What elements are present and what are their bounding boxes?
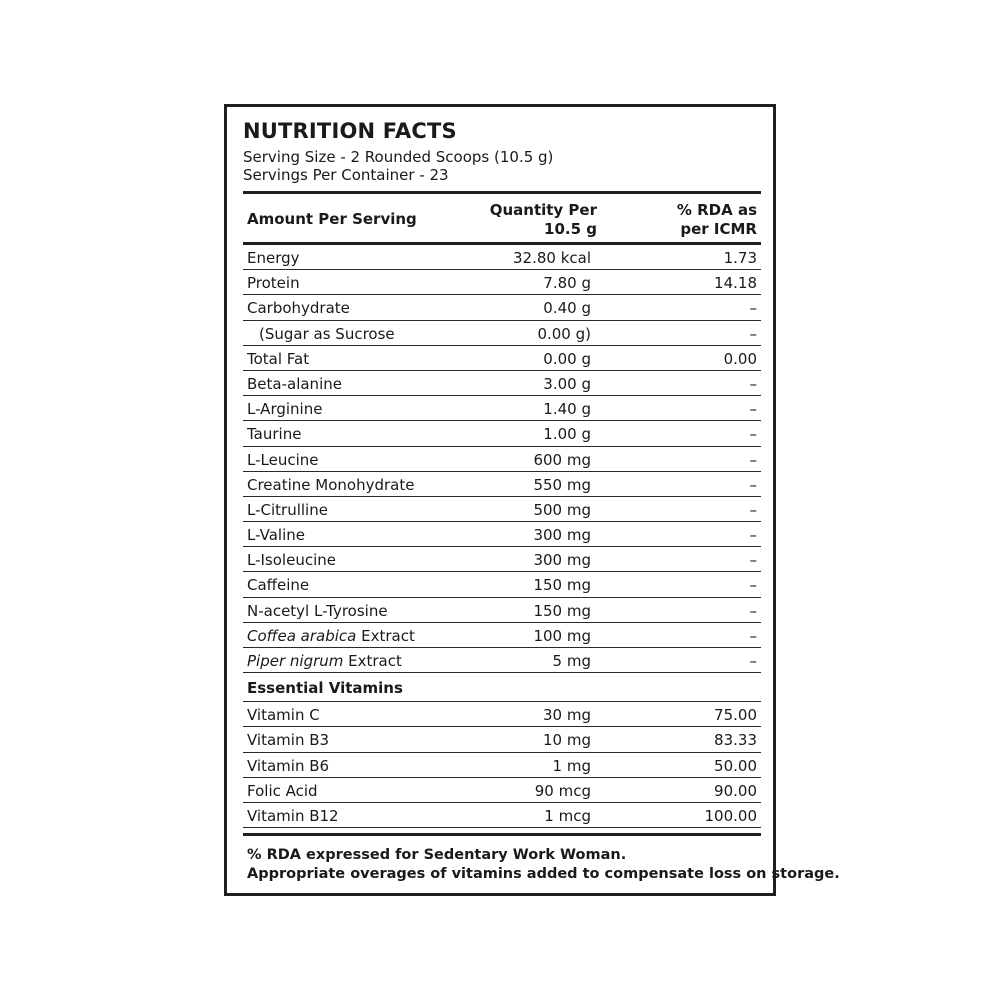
nutrient-name-rest: Extract bbox=[343, 652, 402, 670]
nutrient-name: Caffeine bbox=[247, 576, 310, 595]
nutrient-rda: 100.00 bbox=[704, 806, 757, 825]
header-rda-line2: per ICMR bbox=[680, 220, 757, 238]
nutrient-rda: – bbox=[749, 475, 757, 494]
nutrient-rda: 75.00 bbox=[714, 706, 757, 725]
header-rda bbox=[677, 201, 757, 239]
nutrient-name: Total Fat bbox=[247, 349, 310, 368]
vitamins-section-heading bbox=[243, 673, 761, 702]
table-row bbox=[243, 598, 761, 623]
nutrient-name: L-Arginine bbox=[247, 400, 323, 419]
table-row bbox=[243, 321, 761, 346]
table-row bbox=[243, 396, 761, 421]
nutrient-rda: – bbox=[749, 626, 757, 645]
table-row bbox=[243, 421, 761, 446]
nutrient-quantity: 3.00 g bbox=[543, 374, 591, 393]
nutrient-quantity: 90 mcg bbox=[534, 781, 591, 800]
nutrient-rda: 83.33 bbox=[714, 731, 757, 750]
table-row bbox=[243, 346, 761, 371]
table-row bbox=[243, 295, 761, 320]
nutrient-rda: – bbox=[749, 400, 757, 419]
nutrient-name: Beta-alanine bbox=[247, 374, 342, 393]
nutrient-quantity: 500 mg bbox=[533, 500, 591, 519]
nutrient-name: Vitamin B6 bbox=[247, 756, 330, 775]
table-row bbox=[243, 371, 761, 396]
vitamin-rows bbox=[243, 702, 761, 828]
table-row bbox=[243, 623, 761, 648]
nutrient-rda: – bbox=[749, 500, 757, 519]
nutrient-name: (Sugar as Sucrose bbox=[259, 324, 395, 343]
nutrient-quantity: 10 mg bbox=[543, 731, 591, 750]
nutrient-name bbox=[247, 652, 402, 670]
table-row bbox=[243, 753, 761, 778]
table-row bbox=[243, 472, 761, 497]
nutrient-rda: 1.73 bbox=[723, 249, 757, 267]
vitamins-heading-text: Essential Vitamins bbox=[247, 679, 403, 698]
nutrient-rda: – bbox=[749, 551, 757, 570]
nutrient-quantity: 0.40 g bbox=[543, 299, 591, 318]
nutrient-quantity: 1 mcg bbox=[544, 806, 591, 825]
nutrient-quantity: 5 mg bbox=[552, 652, 591, 670]
footnote-overages: Appropriate overages of vitamins added to compensate loss on storage. bbox=[247, 866, 840, 882]
nutrient-quantity: 1.40 g bbox=[543, 400, 591, 419]
table-header bbox=[243, 194, 761, 242]
nutrient-quantity: 0.00 g bbox=[543, 349, 591, 368]
nutrient-name-rest: Extract bbox=[356, 626, 415, 645]
nutrient-name: L-Isoleucine bbox=[247, 551, 336, 570]
table-row bbox=[243, 648, 761, 673]
nutrition-facts-content bbox=[243, 107, 840, 893]
nutrient-quantity: 0.00 g) bbox=[537, 324, 591, 343]
nutrient-name: Energy bbox=[247, 249, 300, 267]
nutrient-name: L-Leucine bbox=[247, 450, 319, 469]
nutrient-name bbox=[247, 627, 415, 645]
table-row bbox=[243, 447, 761, 472]
nutrient-quantity: 1 mg bbox=[552, 756, 591, 775]
nutrient-name: L-Citrulline bbox=[247, 500, 328, 519]
nutrient-quantity: 30 mg bbox=[543, 706, 591, 725]
nutrient-name: Vitamin B12 bbox=[247, 806, 339, 825]
nutrient-rda: 0.00 bbox=[723, 349, 757, 368]
header-amount: Amount Per Serving bbox=[247, 210, 417, 228]
header-quantity bbox=[490, 201, 597, 239]
nutrient-name: Carbohydrate bbox=[247, 299, 350, 318]
nutrition-facts-panel bbox=[224, 104, 840, 896]
nutrient-rows bbox=[243, 245, 761, 673]
table-row bbox=[243, 572, 761, 597]
header-quantity-line1: Quantity Per bbox=[489, 201, 597, 219]
nutrient-quantity: 32.80 kcal bbox=[512, 249, 591, 267]
table-row bbox=[243, 702, 761, 727]
header-rda-line1: % RDA as bbox=[676, 201, 757, 219]
nutrient-name-italic: Coffea arabica bbox=[247, 626, 357, 645]
nutrient-name-italic: Piper nigrum bbox=[247, 652, 344, 670]
nutrient-name: N-acetyl L-Tyrosine bbox=[247, 601, 388, 620]
table-row bbox=[243, 497, 761, 522]
table-row bbox=[243, 245, 761, 270]
nutrient-rda: 50.00 bbox=[714, 756, 757, 775]
nutrient-name: Vitamin B3 bbox=[247, 731, 330, 750]
header-quantity-line2: 10.5 g bbox=[544, 220, 597, 238]
nutrient-rda: – bbox=[749, 526, 757, 545]
table-row bbox=[243, 778, 761, 803]
footer-rule bbox=[243, 833, 761, 836]
servings-per-container: Servings Per Container - 23 bbox=[243, 166, 449, 184]
nutrient-quantity: 100 mg bbox=[533, 626, 591, 645]
nutrient-quantity: 550 mg bbox=[533, 475, 591, 494]
nutrient-name: Protein bbox=[247, 274, 300, 293]
nutrient-name: Folic Acid bbox=[247, 781, 318, 800]
nutrient-rda: 14.18 bbox=[714, 274, 757, 293]
table-row bbox=[243, 803, 761, 828]
nutrient-rda: – bbox=[749, 299, 757, 318]
nutrient-rda: – bbox=[749, 601, 757, 620]
nutrient-quantity: 150 mg bbox=[533, 601, 591, 620]
table-row bbox=[243, 270, 761, 295]
nutrient-rda: – bbox=[749, 374, 757, 393]
nutrient-rda: – bbox=[749, 324, 757, 343]
nutrient-quantity: 7.80 g bbox=[543, 274, 591, 293]
serving-size: Serving Size - 2 Rounded Scoops (10.5 g) bbox=[243, 148, 554, 166]
table-row bbox=[243, 547, 761, 572]
nutrient-rda: – bbox=[749, 450, 757, 469]
nutrient-table bbox=[243, 245, 761, 828]
table-row bbox=[243, 522, 761, 547]
nutrient-rda: – bbox=[749, 576, 757, 595]
nutrient-rda: 90.00 bbox=[714, 781, 757, 800]
nutrient-quantity: 300 mg bbox=[533, 526, 591, 545]
label-title: NUTRITION FACTS bbox=[243, 119, 457, 143]
nutrient-name: Vitamin C bbox=[247, 706, 320, 725]
nutrient-quantity: 150 mg bbox=[533, 576, 591, 595]
nutrient-quantity: 600 mg bbox=[533, 450, 591, 469]
footnote-rda: % RDA expressed for Sedentary Work Woman. bbox=[247, 847, 627, 863]
nutrient-quantity: 1.00 g bbox=[543, 425, 591, 444]
table-row bbox=[243, 727, 761, 752]
nutrient-quantity: 300 mg bbox=[533, 551, 591, 570]
nutrient-rda: – bbox=[749, 652, 757, 670]
nutrient-name: Taurine bbox=[247, 425, 302, 444]
nutrient-name: L-Valine bbox=[247, 526, 305, 545]
nutrient-name: Creatine Monohydrate bbox=[247, 475, 415, 494]
nutrient-rda: – bbox=[749, 425, 757, 444]
